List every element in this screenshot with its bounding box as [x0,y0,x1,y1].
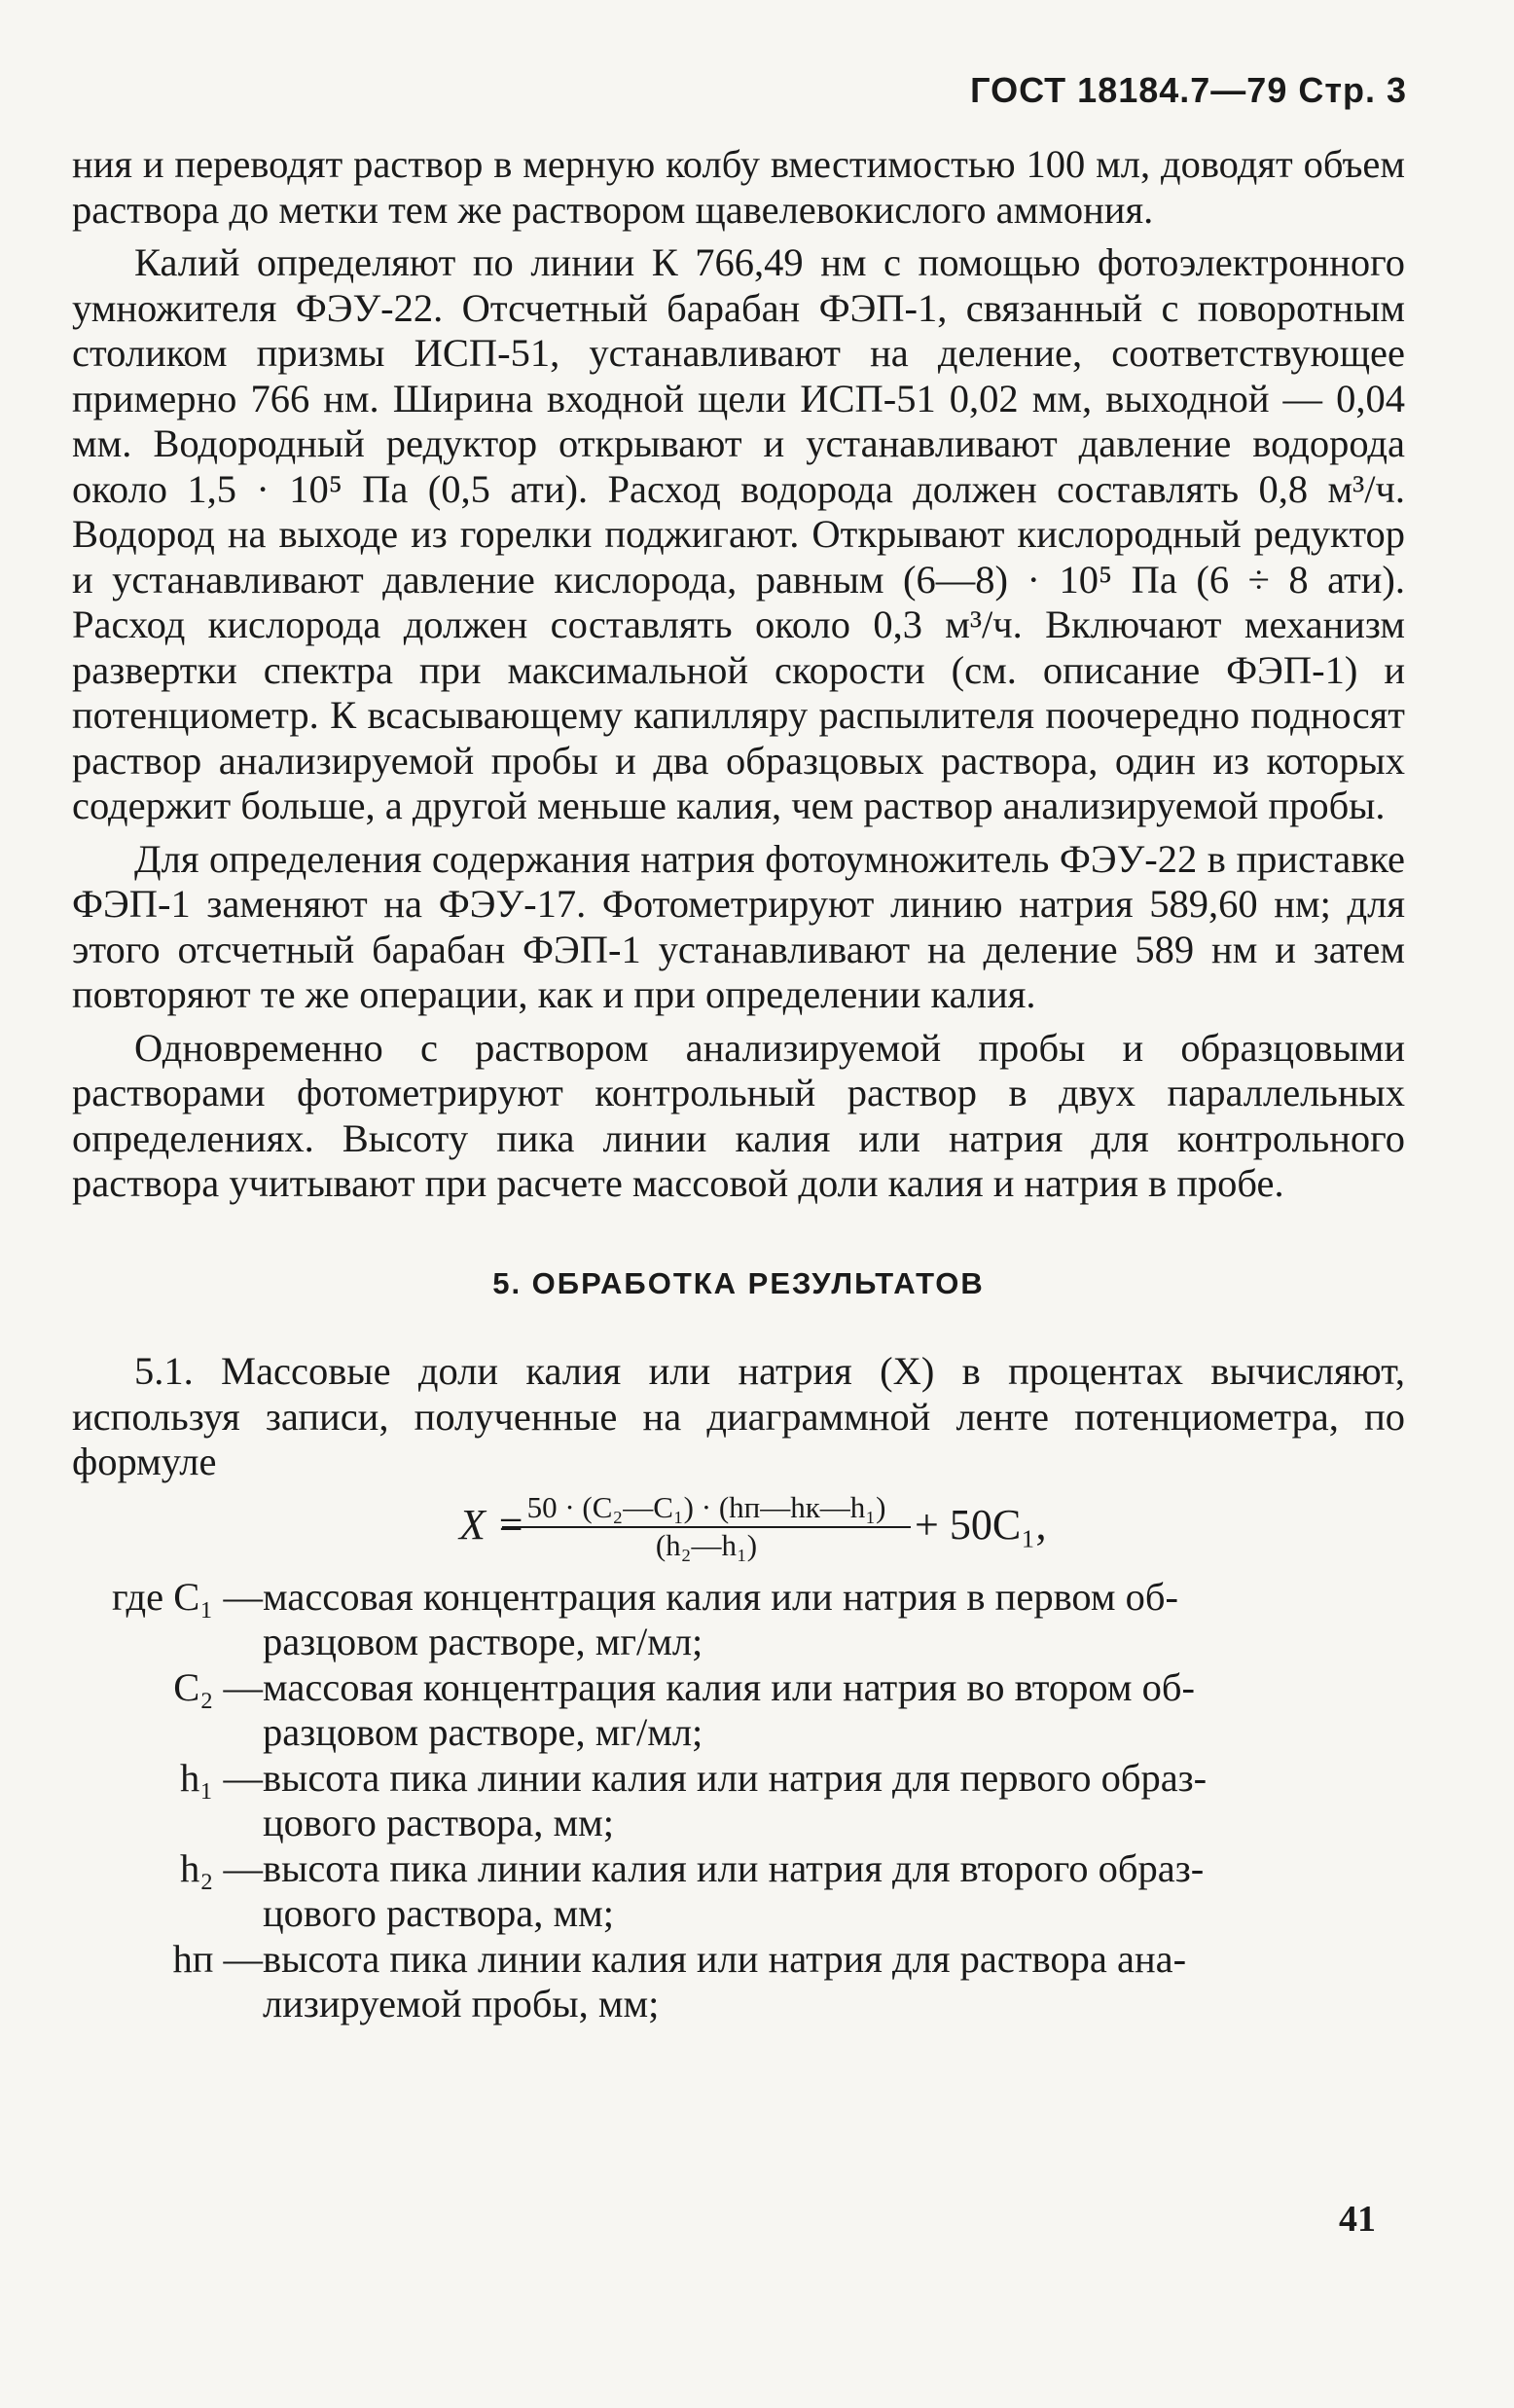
clause-5-1: 5.1. Массовые доли калия или натрия (X) в процентах вычисляют, используя записи, полученные на диаграммной ленте потенциометра, по формуле [72,1349,1405,1483]
definition-label: h₁ — [180,1755,263,1800]
definition-text-cont: лизируемой пробы, мм; [263,1982,660,2025]
page-content [72,142,1405,2027]
definition-label: hп — [172,1936,263,1981]
formula-lhs: X = [459,1500,525,1549]
definition-c1 [72,1575,1405,1665]
definition-text-cont: разцовом растворе, мг/мл; [263,1710,703,1754]
definition-label: C₂ — [173,1664,263,1709]
definition-hp [72,1937,1405,2027]
definition-h1 [72,1756,1405,1846]
running-header: ГОСТ 18184.7—79 Стр. 3 [970,70,1407,110]
formula-denominator: (h₂—h₁) [655,1527,758,1562]
definition-label: h₂ — [180,1845,263,1890]
formula-rhs: + 50C₁, [915,1500,1047,1549]
formula-numerator: 50 · (C₂—C₁) · (hп—hк—h₁) [526,1489,886,1524]
definition-h2 [72,1846,1405,1937]
definition-text-cont: цового раствора, мм; [263,1891,614,1935]
definition-text-cont: разцовом растворе, мг/мл; [263,1620,703,1663]
definition-text: высота пика линии калия или натрия для второго образ- [263,1845,1205,1890]
paragraph-control-solution: Одновременно с раствором анализируемой пробы и образцовыми растворами фотометрируют контрольный раствор в двух параллельных определениях. Высоту пика линии калия или натрия для контрольного раствора учитывают при расчете массовой доли калия и натрия в пробе. [72,1025,1405,1205]
definition-text: высота пика линии калия или натрия для раствора ана- [263,1936,1187,1981]
paragraph-sodium-method: Для определения содержания натрия фотоумножитель ФЭУ-22 в приставке ФЭП-1 заменяют на ФЭУ-17. Фотометрируют линию натрия 589,60 нм; для этого отсчетный барабан ФЭП-1 устанавливают на деление 589 нм и затем повторяют те же операции, как и при определении калия. [72,836,1405,1016]
formula-fraction [500,1489,913,1563]
definition-text: высота пика линии калия или натрия для первого образ- [263,1755,1208,1800]
formula [72,1489,1405,1575]
definition-text: массовая концентрация калия или натрия в первом об- [263,1574,1178,1619]
definition-text: массовая концентрация калия или натрия во втором об- [263,1664,1195,1709]
definitions-list [72,1575,1405,2027]
definition-c2 [72,1665,1405,1756]
paragraph-potassium-method: Калий определяют по линии К 766,49 нм с помощью фотоэлектронного умножителя ФЭУ-22. Отсчетный барабан ФЭП-1, связанный с поворотным столиком призмы ИСП-51, устанавливают на деление, соответствующее примерно 766 нм. Ширина входной щели ИСП-51 0,02 мм, выходной — 0,04 мм. Водородный редуктор открывают и устанавливают давление водорода около 1,5 · 10⁵ Па (0,5 ати). Расход водорода должен составлять 0,8 м³/ч. Водород на выходе из горелки поджигают. Открывают кислородный редуктор и устанавливают давление кислорода, равным (6—8) · 10⁵ Па (6 ÷ 8 ати). Расход кислорода должен составлять около 0,3 м³/ч. Включают механизм развертки спектра при максимальной скорости (см. описание ФЭП-1) и потенциометр. К всасывающему капилляру распылителя поочередно подносят раствор анализируемой пробы и два образцовых раствора, один из которых содержит больше, а другой меньше калия, чем раствор анализируемой пробы. [72,240,1405,827]
section-title: 5. ОБРАБОТКА РЕЗУЛЬТАТОВ [492,1265,985,1300]
definition-text-cont: цового раствора, мм; [263,1801,614,1844]
definition-label: где C₁ — [111,1574,263,1619]
paragraph-continuation: ния и переводят раствор в мерную колбу вместимостью 100 мл, доводят объем раствора до метки тем же раствором щавелевокислого аммония. [72,142,1405,232]
page-number: 41 [1339,2199,1376,2240]
